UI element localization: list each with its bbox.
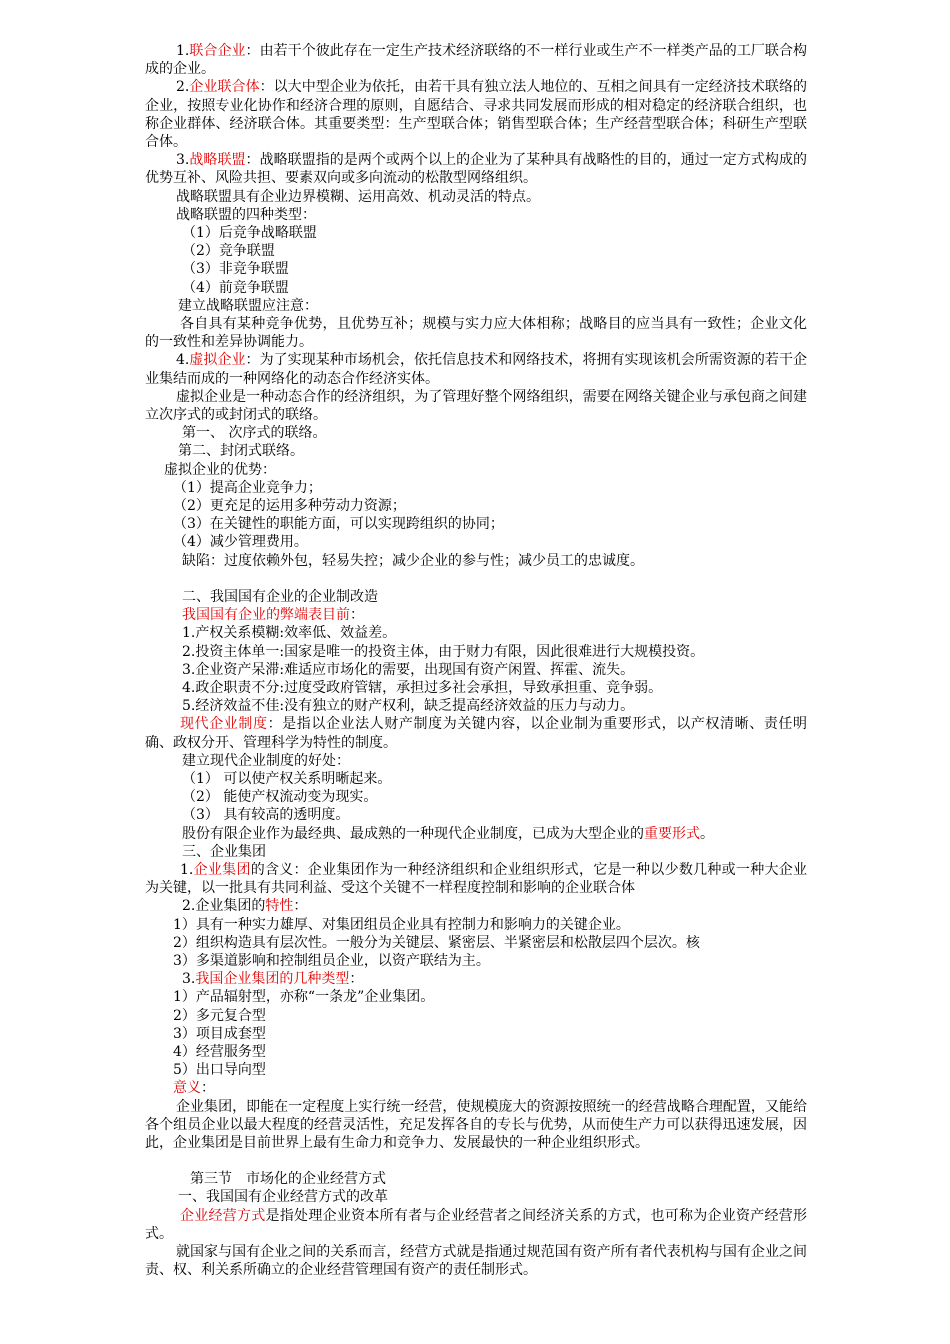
drawback-item: 1.产权关系模糊:效率低、效益差。 [182, 625, 397, 642]
definition-text: ：是指以企业法人财产制度为关键内容，以企业制为重要形式，以产权清晰、责任明确、政权分开、管理科学为特性的制度。 [145, 716, 808, 751]
drawback-item: 5.经济效益不佳:没有独立的财产权利，缺乏提高经济效益的压力与动力。 [182, 698, 635, 715]
kind-item: 3）项目成套型 [173, 1025, 266, 1042]
features-colon: ： [293, 898, 308, 915]
term-operation-mode: 企业经营方式 [180, 1207, 266, 1224]
blank-line [145, 1152, 807, 1170]
alliance-type-item: （3）非竞争联盟 [182, 261, 289, 278]
stock-note-text: 股份有限企业作为最经典、最成熟的一种现代企业制度，已成为大型企业的 [182, 825, 644, 842]
alliance-type-item: （2）竞争联盟 [182, 243, 275, 260]
paragraph-operation-mode [145, 1207, 807, 1243]
benefit-item: （1） 可以使产权关系明晰起来。 [182, 770, 392, 787]
drawbacks-title [145, 606, 807, 624]
term-group-kinds: 我国企业集团的几种类型 [195, 971, 350, 988]
drawbacks-title-colon: ： [350, 607, 364, 624]
paragraph-enterprise-consortium [145, 78, 807, 151]
alliance-notes-title: 建立战略联盟应注意： [178, 297, 318, 314]
stock-company-note [145, 825, 807, 843]
group-features-title [145, 897, 807, 915]
item-number: 4. [176, 352, 190, 369]
alliance-type-item: （1）后竞争战略联盟 [182, 225, 317, 242]
section-heading-groups: 三、企业集团 [182, 843, 266, 860]
features-prefix: 2.企业集团的 [182, 898, 266, 915]
term-enterprise-group: 企业集团 [193, 861, 251, 878]
meaning-colon: ： [201, 1080, 215, 1097]
item-number: 3. [182, 971, 196, 988]
term-meaning: 意义 [173, 1080, 201, 1097]
paragraph-virtual-enterprise [145, 351, 807, 387]
advantage-item: （2）更充足的运用多种劳动力资源； [173, 498, 406, 515]
term-major-form: 重要形式 [644, 825, 700, 842]
section-heading-reform: 二、我国国有企业的企业制改造 [182, 588, 378, 605]
document-body [145, 42, 807, 1279]
link-type-second: 第二、封闭式联络。 [178, 443, 304, 460]
meaning-text: 企业集团，即能在一定程度上实行统一经营，使规模庞大的资源按照统一的经营战略合理配置，又能给各个组员企业以最大程度的经营灵活性，充足发挥各自的专长与优势，从而使生产力可以获得迅速发展，因此，企业集团是目前世界上最有生命力和竞争力、发展最快的一种企业组织形式。 [145, 1098, 807, 1151]
drawback-item: 4.政企职责不分:过度受政府管辖，承担过多社会承担，导致承担重、竞争弱。 [182, 679, 663, 696]
definition-text: ：以大中型企业为依托，由若干具有独立法人地位的、互相之间具有一定经济技术联络的企业，按照专业化协作和经济合理的原则，自愿结合、寻求共同发展而形成的相对稳定的经济联合组织，也称企业群体、经济联合体。其重要类型：生产型联合体；销售型联合体；生产经营型联合体；科研生产型联合体。 [145, 79, 808, 151]
kind-item: 4）经营服务型 [173, 1043, 266, 1060]
feature-item: 3）多渠道影响和控制组员企业，以资产联结为主。 [173, 952, 490, 969]
virtual-enterprise-desc: 虚拟企业是一种动态合作的经济组织，为了管理好整个网络组织，需要在网络关键企业与承包商之间建立次序式的或封闭式的联络。 [145, 388, 807, 424]
advantage-item: （4）减少管理费用。 [173, 534, 308, 551]
virtual-drawbacks: 缺陷：过度依赖外包，轻易失控；减少企业的参与性；减少员工的忠诚度。 [182, 552, 644, 569]
benefit-item: （2） 能使产权流动变为现实。 [182, 789, 378, 806]
definition-text: 是指处理企业资本所有者与企业经营者之间经济关系的方式，也可称为企业资产经营形式。 [145, 1207, 808, 1242]
group-kinds-title [145, 970, 807, 988]
drawback-item: 2.投资主体单一:国家是唯一的投资主体，由于财力有限，因此很难进行大规模投资。 [182, 643, 705, 660]
term-features: 特性 [265, 898, 294, 915]
paragraph-joint-enterprise [145, 42, 807, 78]
term-strategic-alliance: 战略联盟 [189, 152, 246, 169]
paragraph-strategic-alliance [145, 151, 807, 187]
kinds-colon: ： [349, 971, 364, 988]
alliance-notes-text: 各自具有某种竞争优势，且优势互补；规模与实力应大体相称；战略目的应当具有一致性；企业文化的一致性和差异协调能力。 [145, 316, 807, 351]
term-joint-enterprise: 联合企业 [189, 43, 246, 59]
definition-text: ：为了实现某种市场机会，依托信息技术和网络技术，将拥有实现该机会所需资源的若干企业集结而成的一种网络化的动态合作经济实体。 [145, 352, 807, 387]
advantage-item: （1）提高企业竞争力； [173, 479, 322, 496]
item-number: 3. [176, 152, 190, 169]
advantage-item: （3）在关键性的职能方面，可以实现跨组织的协同； [173, 516, 504, 533]
virtual-advantages-title: 虚拟企业的优势： [164, 461, 276, 478]
link-type-first: 第一、 次序式的联络。 [182, 425, 327, 442]
paragraph-modern-enterprise-system [145, 715, 807, 751]
kind-item: 2）多元复合型 [173, 1007, 266, 1024]
stock-note-end: 。 [700, 825, 714, 842]
alliance-type-item: （4）前竞争联盟 [182, 279, 289, 296]
item-number: 1. [180, 861, 194, 878]
term-modern-enterprise-system: 现代企业制度 [180, 716, 268, 733]
benefits-title: 建立现代企业制度的好处： [182, 752, 350, 769]
drawbacks-title-term: 我国国有企业的弊端表目前 [182, 607, 350, 624]
chapter-section-heading: 第三节 市场化的企业经营方式 [190, 1171, 386, 1188]
alliance-features: 战略联盟具有企业边界模糊、运用高效、机动灵活的特点。 [176, 188, 540, 205]
feature-item: 1）具有一种实力雄厚、对集团组员企业具有控制力和影响力的关键企业。 [173, 916, 630, 933]
definition-text: ：战略联盟指的是两个或两个以上的企业为了某种具有战略性的目的，通过一定方式构成的优势互补、风险共担、要素双向或多向流动的松散型网络组织。 [145, 152, 807, 187]
paragraph-group-definition [145, 861, 807, 897]
drawback-item: 3.企业资产呆滞:难适应市场化的需要，出现国有资产闲置、挥霍、流失。 [182, 661, 635, 678]
benefit-item: （3） 具有较高的透明度。 [182, 807, 350, 824]
meaning-title [145, 1079, 807, 1097]
definition-text: 的含义：企业集团作为一种经济组织和企业组织形式，它是一种以少数几种或一种大企业为关键，以一批具有共同利益、受这个关键不一样程度控制和影响的企业联合体 [145, 861, 808, 897]
item-number: 2. [176, 79, 190, 96]
final-paragraph: 就国家与国有企业之间的关系而言，经营方式就是指通过规范国有资产所有者代表机构与国有企业之间责、权、利关系所确立的企业经营管理国有资产的责任制形式。 [145, 1244, 807, 1279]
definition-text: ：由若干个彼此存在一定生产技术经济联络的不一样行业或生产不一样类产品的工厂联合构成的企业。 [145, 43, 807, 78]
term-virtual-enterprise: 虚拟企业 [189, 352, 246, 369]
feature-item: 2）组织构造具有层次性。一般分为关键层、紧密层、半紧密层和松散层四个层次。核 [173, 934, 700, 951]
term-enterprise-consortium: 企业联合体 [189, 79, 260, 96]
subsection-heading: 一、我国国有企业经营方式的改革 [178, 1189, 388, 1206]
kind-item: 5）出口导向型 [173, 1062, 266, 1079]
kind-item: 1）产品辐射型，亦称“一条龙”企业集团。 [173, 989, 435, 1006]
alliance-types-title: 战略联盟的四种类型： [176, 206, 316, 223]
blank-line [145, 570, 807, 588]
item-number: 1. [176, 43, 190, 59]
